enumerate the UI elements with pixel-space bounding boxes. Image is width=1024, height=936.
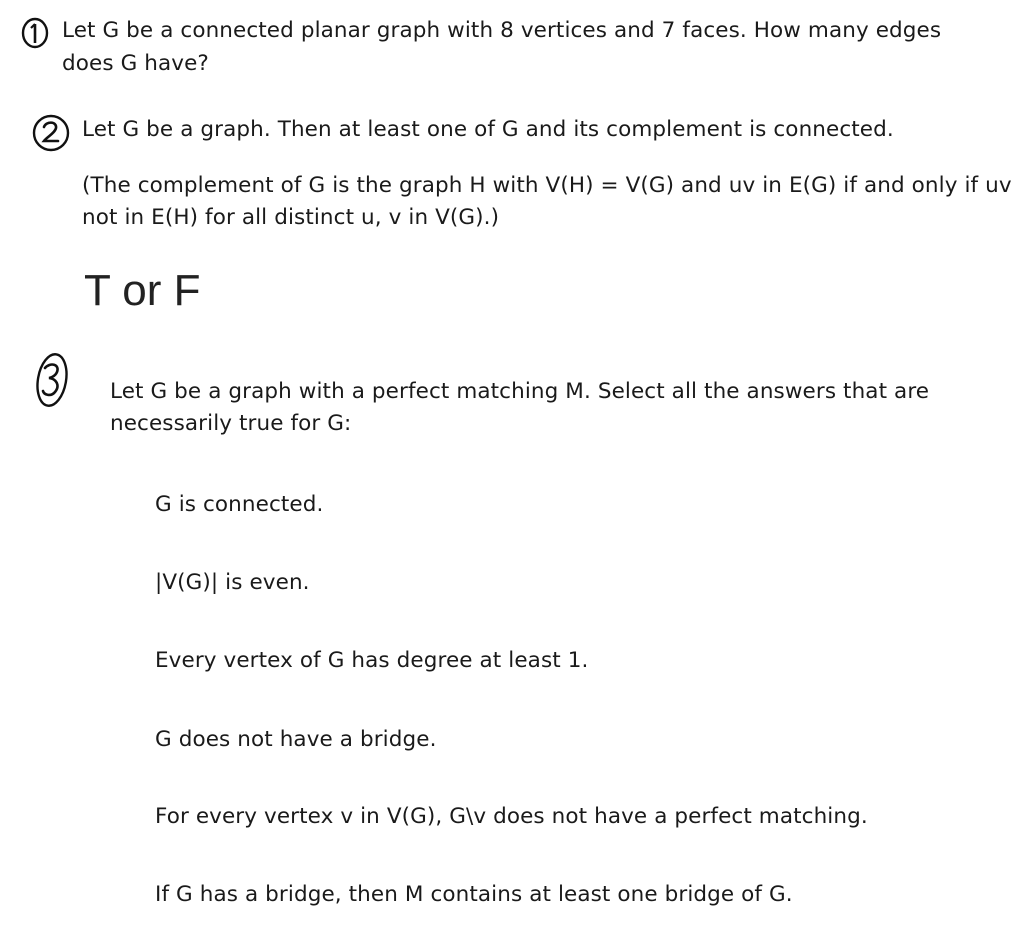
handwritten-number-1-icon xyxy=(18,16,54,52)
option-min-degree-at-least-1[interactable]: Every vertex of G has degree at least 1. xyxy=(155,648,589,673)
question-1-line-1: Let G be a connected planar graph with 8 vertices and 7 faces. How many edges xyxy=(62,18,942,43)
option-g-is-connected[interactable]: G is connected. xyxy=(155,492,324,517)
question-1-line-2: does G have? xyxy=(62,51,209,76)
question-3-line-1: Let G be a graph with a perfect matching M. Select all the answers that are xyxy=(110,379,930,404)
option-no-bridge[interactable]: G does not have a bridge. xyxy=(155,727,437,752)
complement-definition-line-2: not in E(H) for all distinct u, v in V(G).) xyxy=(82,205,500,230)
option-bridge-in-matching[interactable]: If G has a bridge, then M contains at least one bridge of G. xyxy=(155,882,793,907)
option-vertex-deletion-no-perfect-matching[interactable]: For every vertex v in V(G), G\v does not have a perfect matching. xyxy=(155,804,868,829)
complement-definition-line-1: (The complement of G is the graph H with V(H) = V(G) and uv in E(G) if and only if uv xyxy=(82,173,1012,198)
handwritten-number-3-icon xyxy=(30,350,74,410)
question-3-line-2: necessarily true for G: xyxy=(110,411,352,436)
question-2-statement: Let G be a graph. Then at least one of G and its complement is connected. xyxy=(82,117,894,142)
true-false-prompt: T or F xyxy=(84,266,201,315)
option-vertex-count-even[interactable]: |V(G)| is even. xyxy=(155,570,310,595)
handwritten-number-2-icon xyxy=(30,112,74,156)
